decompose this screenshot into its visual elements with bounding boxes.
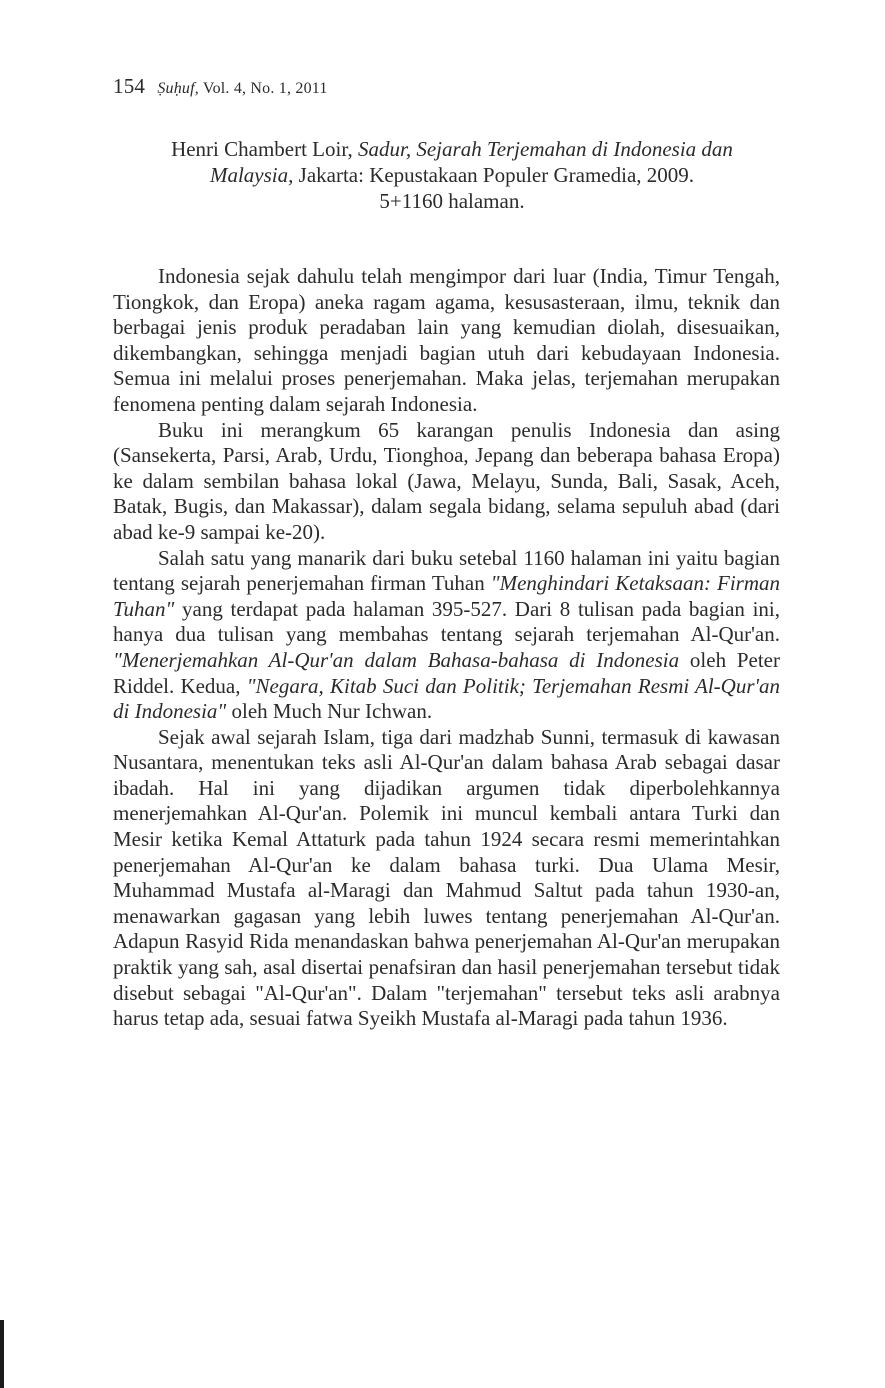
citation-title-part-2: Malaysia, <box>209 163 294 187</box>
paragraph-1: Indonesia sejak dahulu telah mengimpor dari luar (India, Timur Tengah, Tiongkok, dan Eropa) aneka ragam agama, kesusasteraan, ilmu, teknik dan berbagai jenis produk peradaban lain yang kemudian diolah, disesuaikan, dikembangkan, sehingga menjadi bagian utuh dari kebudayaan Indonesia. Semua ini melalui proses penerjemahan. Maka jelas, terjemahan merupakan fenomena penting dalam sejarah Indonesia. <box>113 264 780 416</box>
scan-edge-mark <box>0 1320 4 1388</box>
journal-name: Ṣuḥuf, <box>157 80 199 97</box>
citation-author: Henri Chambert Loir, <box>171 137 359 161</box>
running-header <box>113 74 328 99</box>
paragraph-3-italic-1: "Menghindari Ketaksaan: Firman Tuhan" <box>113 571 780 621</box>
paragraph-3-text-3: oleh Peter Riddel. Kedua, <box>113 647 780 698</box>
journal-issue: Vol. 4, No. 1, 2011 <box>202 80 328 97</box>
citation-publisher: Jakarta: Kepustakaan Populer Gramedia, 2009. <box>293 163 695 187</box>
page-number: 154 <box>113 74 146 98</box>
citation-line-2 <box>112 162 792 188</box>
paragraph-3 <box>113 546 780 725</box>
citation-pages: 5+1160 halaman. <box>379 189 525 213</box>
review-body <box>113 264 780 1032</box>
citation-title-part-1: Sadur, Sejarah Terjemahan di Indonesia dan <box>358 137 733 161</box>
paragraph-4: Sejak awal sejarah Islam, tiga dari madzhab Sunni, termasuk di kawasan Nusantara, menentukan teks asli Al-Qur'an dalam bahasa Arab sebagai dasar ibadah. Hal ini yang dijadikan argumen tidak diperbolehkannya menerjemahkan Al-Qur'an. Polemik ini muncul kembali antara Turki dan Mesir ketika Kemal Attaturk pada tahun 1924 secara resmi memerintahkan penerjemahan Al-Qur'an ke dalam bahasa turki. Dua Ulama Mesir, Muhammad Mustafa al-Maragi dan Mahmud Saltut pada tahun 1930-an, menawarkan gagasan yang lebih luwes tentang penerjemahan Al-Qur'an. Adapun Rasyid Rida menandaskan bahwa penerjemahan Al-Qur'an merupakan praktik yang sah, asal disertai penafsiran dan hasil penerjemahan tersebut tidak disebut sebagai "Al-Qur'an". Dalam "terjemahan" tersebut teks asli arabnya harus tetap ada, sesuai fatwa Syeikh Mustafa al-Maragi pada tahun 1936. <box>113 724 780 1031</box>
paragraph-2: Buku ini merangkum 65 karangan penulis Indonesia dan asing (Sansekerta, Parsi, Arab, Urdu, Tionghoa, Jepang dan beberapa bahasa Eropa) ke dalam sembilan bahasa lokal (Jawa, Melayu, Sunda, Bali, Sasak, Aceh, Batak, Bugis, dan Makassar), dalam segala bidang, selama sepuluh abad (dari abad ke-9 sampai ke-20). <box>113 417 780 544</box>
paragraph-3-text-2: yang terdapat pada halaman 395-527. Dari 8 tulisan pada bagian ini, hanya dua tulisan yang membahas tentang sejarah terjemahan Al-Qur'an. <box>113 596 780 647</box>
paragraph-3-text-1: Salah satu yang manarik dari buku setebal 1160 halaman ini yaitu bagian tentang sejarah penerjemahan firman Tuhan <box>113 545 780 596</box>
book-citation <box>112 136 792 214</box>
citation-line-1 <box>112 136 792 162</box>
paragraph-3-italic-3: "Negara, Kitab Suci dan Politik; Terjemahan Resmi Al-Qur'an di Indonesia" <box>113 673 780 724</box>
paragraph-3-text-4: oleh Much Nur Ichwan. <box>226 699 433 724</box>
paragraph-3-italic-2: "Menerjemahkan Al-Qur'an dalam Bahasa-bahasa di Indonesia <box>113 647 680 672</box>
